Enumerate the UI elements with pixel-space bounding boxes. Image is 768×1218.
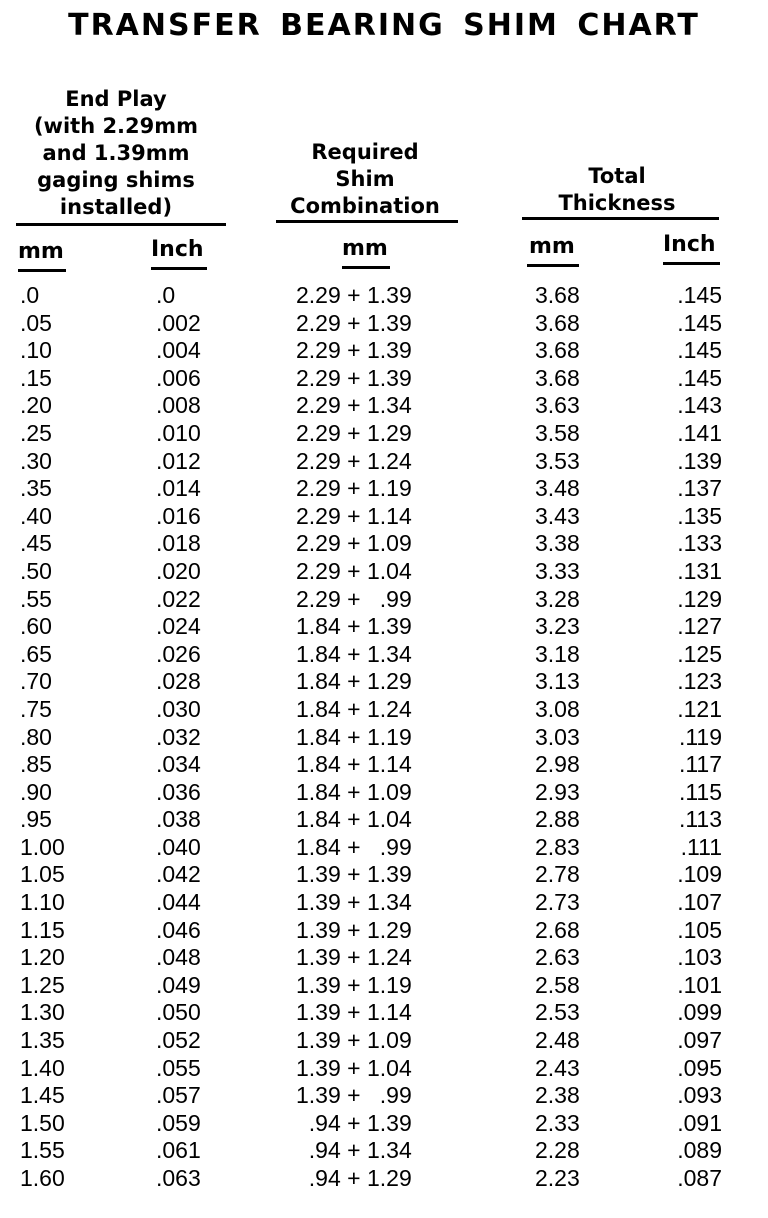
shim-combination-cell: 1.39 + 1.24 <box>296 944 412 971</box>
end-play-mm-cell: .45 <box>20 530 52 557</box>
end-play-header-line: End Play <box>65 87 167 111</box>
total-mm-cell: 3.18 <box>535 640 580 667</box>
total-thickness-header-rule <box>522 217 719 220</box>
end-play-mm-cell: .35 <box>20 475 52 502</box>
total-thickness-header-line: Thickness <box>558 191 676 215</box>
total-inch-cell: .109 <box>677 861 722 888</box>
end-play-mm-cell: 1.10 <box>20 889 65 916</box>
table-row <box>0 558 768 586</box>
table-row <box>0 1055 768 1083</box>
total-inch-cell: .089 <box>677 1137 722 1164</box>
end-play-inch-cell: .014 <box>156 475 201 502</box>
shim-combination-cell: 2.29 + 1.24 <box>296 447 412 474</box>
combo-mm-unit: mm <box>342 236 388 261</box>
end-play-mm-cell: .25 <box>20 419 52 446</box>
shim-table-body <box>0 282 768 1193</box>
end-play-inch-cell: .022 <box>156 585 201 612</box>
total-inch-cell: .091 <box>677 1109 722 1136</box>
shim-combination-cell: 2.29 + 1.29 <box>296 419 412 446</box>
end-play-inch-cell: .020 <box>156 557 201 584</box>
total-mm-cell: 2.68 <box>535 916 580 943</box>
shim-combination-cell: 1.84 + 1.09 <box>296 778 412 805</box>
end-play-mm-cell: 1.35 <box>20 1027 65 1054</box>
shim-combination-cell: 2.29 + 1.34 <box>296 392 412 419</box>
end-play-inch-cell: .028 <box>156 668 201 695</box>
end-play-mm-cell: .80 <box>20 723 52 750</box>
shim-combination-cell: 1.39 + 1.34 <box>296 889 412 916</box>
total-mm-cell: 3.13 <box>535 668 580 695</box>
total-inch-cell: .125 <box>677 640 722 667</box>
end-play-inch-cell: .032 <box>156 723 201 750</box>
shim-combination-cell: 1.84 + 1.14 <box>296 751 412 778</box>
total-inch-cell: .117 <box>678 751 722 778</box>
total-thickness-header <box>520 163 714 217</box>
table-row <box>0 1027 768 1055</box>
end-play-inch-cell: .040 <box>156 833 201 860</box>
total-mm-cell: 2.88 <box>535 806 580 833</box>
total-mm-cell: 3.08 <box>535 695 580 722</box>
table-row <box>0 530 768 558</box>
total-mm-unit-rule <box>527 264 579 267</box>
table-row <box>0 365 768 393</box>
total-mm-cell: 3.58 <box>535 419 580 446</box>
total-mm-cell: 2.98 <box>535 751 580 778</box>
end-play-inch-unit-rule <box>151 267 207 270</box>
end-play-header-line: gaging shims <box>37 168 195 192</box>
combo-mm-unit-rule <box>342 266 390 269</box>
end-play-mm-cell: .10 <box>20 337 52 364</box>
required-shim-header-line: Combination <box>290 194 440 218</box>
shim-combination-cell: 2.29 + 1.19 <box>296 475 412 502</box>
table-row <box>0 310 768 338</box>
end-play-inch-cell: .057 <box>156 1082 201 1109</box>
end-play-mm-cell: 1.55 <box>20 1137 65 1164</box>
end-play-inch-cell: .012 <box>156 447 201 474</box>
total-mm-cell: 2.58 <box>535 971 580 998</box>
end-play-inch-cell: .046 <box>156 916 201 943</box>
total-inch-unit: Inch <box>663 232 716 257</box>
total-inch-cell: .115 <box>678 778 722 805</box>
table-row <box>0 724 768 752</box>
total-mm-cell: 2.78 <box>535 861 580 888</box>
table-row <box>0 1165 768 1193</box>
table-row <box>0 448 768 476</box>
shim-combination-cell: 1.39 + 1.19 <box>296 971 412 998</box>
total-mm-cell: 3.33 <box>535 557 580 584</box>
end-play-inch-cell: .0 <box>156 282 176 308</box>
shim-combination-cell: 2.29 + 1.39 <box>296 309 412 336</box>
shim-combination-cell: 1.39 + 1.39 <box>296 861 412 888</box>
end-play-mm-cell: 1.50 <box>20 1109 65 1136</box>
end-play-header-line: installed) <box>59 195 173 219</box>
table-row <box>0 503 768 531</box>
end-play-inch-cell: .018 <box>156 530 201 557</box>
total-inch-cell: .097 <box>677 1027 722 1054</box>
end-play-mm-cell: .05 <box>20 309 52 336</box>
end-play-inch-cell: .010 <box>156 419 201 446</box>
total-inch-cell: .119 <box>678 723 722 750</box>
total-inch-cell: .113 <box>678 806 722 833</box>
total-mm-cell: 2.63 <box>535 944 580 971</box>
total-mm-cell: 3.23 <box>535 613 580 640</box>
end-play-mm-cell: .0 <box>20 282 40 308</box>
table-row <box>0 668 768 696</box>
shim-combination-cell: 2.29 + 1.04 <box>296 557 412 584</box>
end-play-mm-cell: .60 <box>20 613 52 640</box>
total-inch-cell: .111 <box>680 833 722 860</box>
total-inch-cell: .123 <box>677 668 722 695</box>
table-row <box>0 861 768 889</box>
total-inch-cell: .101 <box>677 971 722 998</box>
total-mm-cell: 2.43 <box>535 1054 580 1081</box>
shim-combination-cell: 2.29 + 1.39 <box>296 337 412 364</box>
end-play-mm-cell: .15 <box>20 364 52 391</box>
total-inch-cell: .135 <box>677 502 722 529</box>
shim-combination-cell: 1.84 + .99 <box>296 833 412 860</box>
total-inch-cell: .137 <box>677 475 722 502</box>
end-play-inch-cell: .008 <box>156 392 201 419</box>
end-play-mm-cell: 1.30 <box>20 999 65 1026</box>
end-play-inch-cell: .061 <box>156 1137 201 1164</box>
shim-combination-cell: 2.29 + 1.14 <box>296 502 412 529</box>
end-play-inch-cell: .024 <box>156 613 201 640</box>
end-play-inch-cell: .038 <box>156 806 201 833</box>
total-mm-cell: 2.33 <box>535 1109 580 1136</box>
end-play-mm-cell: 1.45 <box>20 1082 65 1109</box>
end-play-mm-cell: .40 <box>20 502 52 529</box>
total-inch-unit-rule <box>663 262 720 265</box>
total-mm-cell: 2.83 <box>535 833 580 860</box>
total-thickness-header-line: Total <box>588 164 646 188</box>
shim-combination-cell: .94 + 1.34 <box>296 1137 412 1164</box>
end-play-inch-cell: .026 <box>156 640 201 667</box>
end-play-inch-cell: .002 <box>156 309 201 336</box>
end-play-mm-unit-rule <box>18 269 66 272</box>
total-mm-cell: 3.28 <box>535 585 580 612</box>
end-play-inch-cell: .034 <box>156 751 201 778</box>
total-inch-cell: .145 <box>677 309 722 336</box>
table-row <box>0 834 768 862</box>
total-mm-cell: 3.68 <box>535 337 580 364</box>
page-title: TRANSFER BEARING SHIM CHART <box>68 8 700 43</box>
table-row <box>0 806 768 834</box>
table-row <box>0 917 768 945</box>
table-row <box>0 999 768 1027</box>
required-shim-header-rule <box>276 220 458 223</box>
shim-combination-cell: 1.84 + 1.04 <box>296 806 412 833</box>
total-mm-cell: 3.68 <box>535 364 580 391</box>
end-play-header-line: (with 2.29mm <box>33 114 199 138</box>
end-play-header-rule <box>16 223 226 226</box>
shim-combination-cell: 1.84 + 1.29 <box>296 668 412 695</box>
total-inch-cell: .141 <box>677 419 722 446</box>
end-play-header <box>12 86 220 221</box>
end-play-mm-cell: 1.20 <box>20 944 65 971</box>
total-mm-cell: 2.48 <box>535 1027 580 1054</box>
total-mm-cell: 2.53 <box>535 999 580 1026</box>
table-row <box>0 282 768 310</box>
total-mm-cell: 2.28 <box>535 1137 580 1164</box>
end-play-mm-cell: 1.05 <box>20 861 65 888</box>
total-mm-unit: mm <box>529 234 575 259</box>
end-play-inch-cell: .044 <box>156 889 201 916</box>
end-play-inch-cell: .048 <box>156 944 201 971</box>
total-mm-cell: 3.03 <box>535 723 580 750</box>
shim-combination-cell: 1.84 + 1.19 <box>296 723 412 750</box>
end-play-mm-cell: 1.60 <box>20 1165 65 1191</box>
shim-combination-cell: 1.39 + .99 <box>296 1082 412 1109</box>
required-shim-header <box>270 139 460 220</box>
table-row <box>0 641 768 669</box>
table-row <box>0 586 768 614</box>
end-play-mm-cell: .20 <box>20 392 52 419</box>
shim-combination-cell: 1.39 + 1.29 <box>296 916 412 943</box>
end-play-mm-cell: .30 <box>20 447 52 474</box>
total-mm-cell: 3.68 <box>535 282 580 308</box>
total-inch-cell: .105 <box>677 916 722 943</box>
total-mm-cell: 2.38 <box>535 1082 580 1109</box>
total-inch-cell: .121 <box>677 695 722 722</box>
end-play-inch-cell: .059 <box>156 1109 201 1136</box>
end-play-mm-cell: 1.40 <box>20 1054 65 1081</box>
end-play-mm-cell: 1.15 <box>20 916 65 943</box>
table-row <box>0 420 768 448</box>
required-shim-header-line: Required <box>311 140 419 164</box>
total-inch-cell: .133 <box>677 530 722 557</box>
end-play-mm-cell: .65 <box>20 640 52 667</box>
table-row <box>0 337 768 365</box>
end-play-inch-cell: .063 <box>156 1165 201 1191</box>
table-row <box>0 613 768 641</box>
total-mm-cell: 3.43 <box>535 502 580 529</box>
total-mm-cell: 3.48 <box>535 475 580 502</box>
end-play-header-line: and 1.39mm <box>42 141 190 165</box>
total-inch-cell: .087 <box>677 1165 722 1191</box>
end-play-inch-cell: .004 <box>156 337 201 364</box>
total-mm-cell: 3.53 <box>535 447 580 474</box>
end-play-inch-cell: .052 <box>156 1027 201 1054</box>
total-inch-cell: .107 <box>677 889 722 916</box>
end-play-inch-cell: .006 <box>156 364 201 391</box>
table-row <box>0 475 768 503</box>
table-row <box>0 1137 768 1165</box>
end-play-inch-unit: Inch <box>151 237 204 262</box>
shim-combination-cell: 1.39 + 1.14 <box>296 999 412 1026</box>
total-inch-cell: .145 <box>677 337 722 364</box>
end-play-mm-cell: .55 <box>20 585 52 612</box>
total-inch-cell: .145 <box>677 364 722 391</box>
required-shim-header-line: Shim <box>335 167 395 191</box>
end-play-inch-cell: .049 <box>156 971 201 998</box>
shim-combination-cell: 2.29 + .99 <box>296 585 412 612</box>
total-mm-cell: 2.93 <box>535 778 580 805</box>
table-row <box>0 751 768 779</box>
total-inch-cell: .103 <box>677 944 722 971</box>
total-inch-cell: .099 <box>677 999 722 1026</box>
end-play-mm-cell: .75 <box>20 695 52 722</box>
total-inch-cell: .145 <box>677 282 722 308</box>
shim-combination-cell: 2.29 + 1.39 <box>296 282 412 308</box>
end-play-mm-cell: .70 <box>20 668 52 695</box>
end-play-mm-cell: 1.25 <box>20 971 65 998</box>
total-mm-cell: 3.68 <box>535 309 580 336</box>
total-inch-cell: .127 <box>677 613 722 640</box>
total-mm-cell: 3.63 <box>535 392 580 419</box>
total-mm-cell: 2.23 <box>535 1165 580 1191</box>
total-inch-cell: .093 <box>677 1082 722 1109</box>
shim-combination-cell: .94 + 1.29 <box>296 1165 412 1191</box>
table-row <box>0 1082 768 1110</box>
total-inch-cell: .095 <box>677 1054 722 1081</box>
total-inch-cell: .139 <box>677 447 722 474</box>
shim-combination-cell: 1.84 + 1.34 <box>296 640 412 667</box>
end-play-mm-cell: .50 <box>20 557 52 584</box>
shim-combination-cell: 1.39 + 1.09 <box>296 1027 412 1054</box>
table-row <box>0 944 768 972</box>
table-row <box>0 1110 768 1138</box>
end-play-inch-cell: .016 <box>156 502 201 529</box>
end-play-inch-cell: .042 <box>156 861 201 888</box>
table-row <box>0 779 768 807</box>
end-play-inch-cell: .050 <box>156 999 201 1026</box>
shim-combination-cell: .94 + 1.39 <box>296 1109 412 1136</box>
table-row <box>0 889 768 917</box>
shim-combination-cell: 1.84 + 1.39 <box>296 613 412 640</box>
end-play-mm-cell: 1.00 <box>20 833 65 860</box>
shim-combination-cell: 1.84 + 1.24 <box>296 695 412 722</box>
table-row <box>0 972 768 1000</box>
shim-combination-cell: 2.29 + 1.39 <box>296 364 412 391</box>
table-row <box>0 392 768 420</box>
end-play-mm-unit: mm <box>18 239 64 264</box>
end-play-inch-cell: .055 <box>156 1054 201 1081</box>
end-play-inch-cell: .036 <box>156 778 201 805</box>
table-row <box>0 696 768 724</box>
total-inch-cell: .143 <box>677 392 722 419</box>
end-play-inch-cell: .030 <box>156 695 201 722</box>
total-inch-cell: .131 <box>677 557 722 584</box>
total-inch-cell: .129 <box>677 585 722 612</box>
end-play-mm-cell: .95 <box>20 806 52 833</box>
end-play-mm-cell: .85 <box>20 751 52 778</box>
shim-combination-cell: 1.39 + 1.04 <box>296 1054 412 1081</box>
total-mm-cell: 3.38 <box>535 530 580 557</box>
total-mm-cell: 2.73 <box>535 889 580 916</box>
shim-combination-cell: 2.29 + 1.09 <box>296 530 412 557</box>
end-play-mm-cell: .90 <box>20 778 52 805</box>
